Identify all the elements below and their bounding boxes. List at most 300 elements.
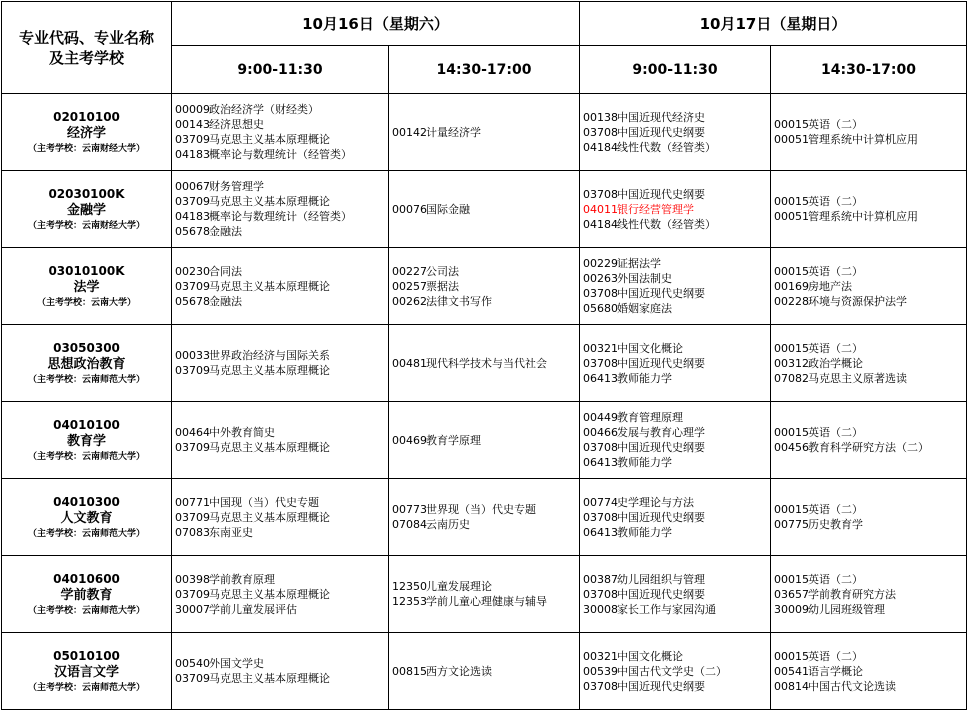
- course-entry: [392, 294, 579, 309]
- major-name: 汉语言文学: [53, 664, 119, 680]
- course-code: 00033: [175, 349, 210, 362]
- course-name: 马克思主义基本原理概论: [209, 364, 330, 377]
- course-name: 中国文化概论: [617, 341, 683, 355]
- date-header-day2: 10月17日（星期日）: [580, 2, 967, 46]
- table-row: [2, 94, 967, 171]
- course-code: 00015: [774, 572, 809, 586]
- course-name: 教师能力学: [617, 371, 672, 385]
- exam-slot-cell: [172, 479, 389, 556]
- course-code: 00449: [583, 411, 618, 424]
- table-row: [2, 479, 967, 556]
- course-name: 中国近现代史纲要: [617, 587, 705, 601]
- exam-slot-cell: [389, 171, 580, 248]
- course-entry: [774, 294, 966, 309]
- course-entry: [175, 264, 388, 279]
- course-entry: [774, 371, 966, 386]
- course-name: 教育管理原理: [617, 411, 683, 424]
- course-entry: [774, 517, 966, 532]
- course-name: 幼儿园班级管理: [808, 602, 885, 616]
- course-name: 学前儿童发展评估: [209, 602, 297, 616]
- course-entry: [774, 587, 966, 602]
- course-name: 史学理论与方法: [617, 495, 694, 509]
- course-entry: [774, 502, 966, 517]
- course-entry: [774, 440, 966, 455]
- course-code: 03708: [583, 510, 618, 524]
- course-name: 世界政治经济与国际关系: [209, 349, 330, 362]
- course-code: 05678: [175, 294, 210, 308]
- course-code: 04183: [175, 148, 210, 161]
- course-name: 公司法: [426, 264, 459, 278]
- course-name: 中国近现代史纲要: [617, 287, 705, 300]
- course-name: 英语（二）: [808, 195, 863, 208]
- major-code: 02010100: [53, 109, 120, 124]
- exam-slot-cell: [771, 248, 967, 325]
- course-code: 00469: [392, 433, 427, 447]
- time-header: 9:00-11:30: [580, 46, 771, 94]
- major-cell: [2, 556, 172, 633]
- course-code: 03708: [583, 679, 618, 693]
- major-school: （主考学校：云南财经大学）: [27, 220, 145, 231]
- exam-slot-cell: [771, 633, 967, 710]
- course-entry: [392, 579, 579, 594]
- course-code: 00775: [774, 518, 809, 531]
- course-entry: [175, 294, 388, 309]
- exam-slot-cell: [771, 556, 967, 633]
- course-name: 马克思主义原著选读: [808, 371, 907, 385]
- course-name: 现代科学技术与当代社会: [426, 356, 547, 370]
- course-code: 00227: [392, 264, 427, 278]
- course-code: 00814: [774, 679, 809, 693]
- course-entry: [583, 495, 770, 510]
- major-name: 经济学: [66, 125, 106, 141]
- course-name: 云南历史: [426, 518, 470, 531]
- exam-slot-cell: [389, 325, 580, 402]
- course-name: 银行经营管理学: [617, 202, 694, 216]
- table-row: [2, 325, 967, 402]
- course-code: 03709: [175, 510, 210, 524]
- course-entry: [175, 587, 388, 602]
- course-name: 儿童发展理论: [426, 580, 492, 593]
- course-name: 历史教育学: [808, 518, 863, 531]
- course-entry: [175, 147, 388, 162]
- exam-slot-cell: [389, 94, 580, 171]
- course-code: 07082: [774, 371, 809, 385]
- course-code: 03708: [583, 125, 618, 139]
- course-name: 学前儿童心理健康与辅导: [426, 595, 547, 608]
- exam-slot-cell: [771, 402, 967, 479]
- major-school: （主考学校：云南师范大学）: [27, 528, 145, 539]
- course-name: 中国古代文论选读: [808, 679, 896, 693]
- major-name: 学前教育: [60, 587, 113, 603]
- course-code: 04183: [175, 210, 210, 223]
- course-entry: [774, 356, 966, 371]
- course-entry: [175, 194, 388, 209]
- course-name: 英语（二）: [808, 118, 863, 131]
- course-name: 教育学原理: [426, 433, 481, 447]
- course-code: 00230: [175, 264, 210, 278]
- course-entry: [774, 279, 966, 294]
- course-entry: [392, 433, 579, 448]
- course-code: 07084: [392, 518, 427, 531]
- course-name: 英语（二）: [808, 572, 863, 586]
- course-entry: [583, 525, 770, 540]
- course-entry: [774, 425, 966, 440]
- course-entry: [175, 224, 388, 239]
- course-name: 东南亚史: [209, 525, 253, 539]
- major-school: （主考学校：云南师范大学）: [27, 451, 145, 462]
- course-name: 马克思主义基本原理概论: [209, 279, 330, 293]
- course-code: 00541: [774, 664, 809, 678]
- course-code: 03708: [583, 356, 618, 370]
- course-name: 马克思主义基本原理概论: [209, 587, 330, 601]
- course-code: 00773: [392, 503, 427, 516]
- major-cell: [2, 171, 172, 248]
- exam-slot-cell: [580, 171, 771, 248]
- course-code: 00076: [392, 202, 427, 216]
- major-school: （主考学校：云南师范大学）: [27, 374, 145, 385]
- course-entry: [392, 279, 579, 294]
- course-code: 05678: [175, 225, 210, 238]
- exam-slot-cell: [172, 171, 389, 248]
- course-name: 票据法: [426, 279, 459, 293]
- course-entry: [175, 510, 388, 525]
- course-name: 线性代数（经管类）: [617, 140, 716, 154]
- course-entry: [774, 664, 966, 679]
- course-name: 金融法: [209, 225, 242, 238]
- course-entry: [175, 279, 388, 294]
- course-code: 03708: [583, 441, 618, 454]
- course-entry: [774, 194, 966, 209]
- course-name: 幼儿园组织与管理: [617, 572, 705, 586]
- exam-slot-cell: [771, 171, 967, 248]
- course-name: 中国文化概论: [617, 649, 683, 663]
- course-code: 00009: [175, 103, 210, 116]
- course-name: 金融法: [209, 294, 242, 308]
- course-name: 线性代数（经管类）: [617, 217, 716, 231]
- course-entry: [583, 110, 770, 125]
- course-entry: [583, 217, 770, 232]
- course-name: 合同法: [209, 264, 242, 278]
- major-school: （主考学校：云南大学）: [36, 297, 136, 308]
- course-name: 英语（二）: [808, 426, 863, 439]
- course-code: 00771: [175, 495, 210, 509]
- exam-slot-cell: [771, 479, 967, 556]
- course-entry: [175, 440, 388, 455]
- course-entry: [583, 202, 770, 217]
- table-row: [2, 248, 967, 325]
- exam-slot-cell: [172, 94, 389, 171]
- course-entry: [392, 125, 579, 140]
- course-code: 06413: [583, 456, 618, 469]
- course-entry: [392, 664, 579, 679]
- course-entry: [175, 525, 388, 540]
- major-cell: [2, 479, 172, 556]
- course-entry: [774, 117, 966, 132]
- course-name: 马克思主义基本原理概论: [209, 133, 330, 146]
- course-entry: [583, 341, 770, 356]
- exam-slot-cell: [172, 556, 389, 633]
- table-row: [2, 171, 967, 248]
- exam-slot-cell: [389, 633, 580, 710]
- course-entry: [774, 132, 966, 147]
- course-code: 00321: [583, 649, 618, 663]
- course-entry: [583, 664, 770, 679]
- course-name: 中国古代文学史（二）: [617, 664, 727, 678]
- exam-slot-cell: [580, 479, 771, 556]
- course-name: 管理系统中计算机应用: [808, 133, 918, 146]
- course-code: 00539: [583, 664, 618, 678]
- major-code: 03010100K: [48, 263, 125, 278]
- course-entry: [583, 679, 770, 694]
- course-name: 法律文书写作: [426, 294, 492, 308]
- course-code: 12353: [392, 595, 427, 608]
- course-name: 概率论与数理统计（经管类）: [209, 148, 352, 161]
- course-name: 中国现（当）代史专题: [209, 495, 319, 509]
- major-cell: [2, 633, 172, 710]
- course-entry: [583, 125, 770, 140]
- course-entry: [392, 356, 579, 371]
- course-name: 教师能力学: [617, 456, 672, 469]
- course-code: 04184: [583, 140, 618, 154]
- course-code: 00067: [175, 180, 210, 193]
- course-code: 00262: [392, 294, 427, 308]
- course-entry: [583, 572, 770, 587]
- major-cell: [2, 248, 172, 325]
- course-code: 00466: [583, 426, 618, 439]
- course-name: 政治学概论: [808, 356, 863, 370]
- course-entry: [583, 256, 770, 271]
- course-code: 00263: [583, 272, 618, 285]
- exam-slot-cell: [771, 325, 967, 402]
- course-entry: [175, 132, 388, 147]
- course-name: 英语（二）: [808, 264, 863, 278]
- course-entry: [175, 348, 388, 363]
- exam-slot-cell: [580, 248, 771, 325]
- course-name: 世界现（当）代史专题: [426, 503, 536, 516]
- course-code: 03709: [175, 587, 210, 601]
- course-name: 中外教育简史: [209, 426, 275, 439]
- course-code: 30007: [175, 602, 210, 616]
- course-entry: [774, 649, 966, 664]
- course-code: 00540: [175, 657, 210, 670]
- course-name: 发展与教育心理学: [617, 426, 705, 439]
- course-code: 03709: [175, 441, 210, 454]
- course-entry: [583, 371, 770, 386]
- major-school: （主考学校：云南师范大学）: [27, 682, 145, 693]
- course-code: 03708: [583, 587, 618, 601]
- course-name: 马克思主义基本原理概论: [209, 672, 330, 685]
- course-code: 00481: [392, 356, 427, 370]
- major-code: 02030100K: [48, 186, 125, 201]
- course-code: 00015: [774, 649, 809, 663]
- schedule-body: [2, 94, 967, 710]
- course-name: 财务管理学: [209, 180, 264, 193]
- course-name: 管理系统中计算机应用: [808, 210, 918, 223]
- course-entry: [392, 594, 579, 609]
- course-entry: [583, 510, 770, 525]
- course-code: 00169: [774, 279, 809, 293]
- course-entry: [774, 602, 966, 617]
- course-code: 00387: [583, 572, 618, 586]
- course-code: 12350: [392, 580, 427, 593]
- course-code: 00398: [175, 572, 210, 586]
- course-name: 中国近现代史纲要: [617, 510, 705, 524]
- course-code: 00456: [774, 441, 809, 454]
- exam-slot-cell: [389, 248, 580, 325]
- course-entry: [392, 264, 579, 279]
- exam-slot-cell: [580, 94, 771, 171]
- date-header-day1: 10月16日（星期六）: [172, 2, 580, 46]
- course-entry: [392, 202, 579, 217]
- major-header-line1: 专业代码、专业名称: [18, 28, 154, 47]
- course-name: 语言学概论: [808, 664, 863, 678]
- course-name: 英语（二）: [808, 649, 863, 663]
- course-code: 00774: [583, 495, 618, 509]
- course-entry: [175, 572, 388, 587]
- major-column-header: [2, 2, 172, 94]
- major-name: 人文教育: [60, 510, 113, 526]
- course-name: 学前教育研究方法: [808, 587, 896, 601]
- major-code: 05010100: [53, 648, 120, 663]
- course-code: 00051: [774, 133, 809, 146]
- exam-slot-cell: [172, 402, 389, 479]
- major-header-line2: 及主考学校: [48, 48, 124, 67]
- course-name: 婚姻家庭法: [617, 302, 672, 315]
- course-entry: [583, 455, 770, 470]
- major-name: 金融学: [66, 202, 106, 218]
- table-row: [2, 402, 967, 479]
- course-entry: [774, 264, 966, 279]
- course-entry: [583, 587, 770, 602]
- exam-slot-cell: [172, 325, 389, 402]
- course-name: 环境与资源保护法学: [808, 294, 907, 308]
- course-name: 政治经济学（财经类）: [209, 103, 319, 116]
- course-code: 30009: [774, 602, 809, 616]
- course-entry: [175, 102, 388, 117]
- course-code: 00138: [583, 110, 618, 124]
- course-code: 00228: [774, 294, 809, 308]
- course-entry: [175, 209, 388, 224]
- course-name: 英语（二）: [808, 503, 863, 516]
- course-code: 00015: [774, 118, 809, 131]
- course-code: 00015: [774, 341, 809, 355]
- course-code: 03709: [175, 133, 210, 146]
- course-code: 05680: [583, 302, 618, 315]
- exam-slot-cell: [580, 556, 771, 633]
- course-entry: [583, 187, 770, 202]
- course-entry: [583, 286, 770, 301]
- course-entry: [583, 425, 770, 440]
- course-code: 00143: [175, 118, 210, 131]
- course-code: 04184: [583, 217, 618, 231]
- course-entry: [175, 656, 388, 671]
- course-entry: [392, 517, 579, 532]
- course-name: 证据法学: [617, 257, 661, 270]
- major-school: （主考学校：云南财经大学）: [27, 143, 145, 154]
- course-code: 00015: [774, 426, 809, 439]
- course-name: 中国近现代史纲要: [617, 679, 705, 693]
- time-header: 14:30-17:00: [389, 46, 580, 94]
- course-entry: [583, 410, 770, 425]
- course-name: 中国近现代史纲要: [617, 125, 705, 139]
- course-name: 中国近现代史纲要: [617, 187, 705, 201]
- course-code: 00051: [774, 210, 809, 223]
- course-name: 计量经济学: [426, 125, 481, 139]
- course-entry: [583, 271, 770, 286]
- course-name: 国际金融: [426, 202, 470, 216]
- course-code: 00015: [774, 264, 809, 278]
- course-code: 03708: [583, 187, 618, 201]
- course-code: 00015: [774, 503, 809, 516]
- major-name: 教育学: [66, 433, 106, 449]
- course-name: 英语（二）: [808, 341, 863, 355]
- course-entry: [583, 649, 770, 664]
- course-code: 06413: [583, 525, 618, 539]
- time-header: 9:00-11:30: [172, 46, 389, 94]
- exam-slot-cell: [580, 325, 771, 402]
- course-name: 中国近现代史纲要: [617, 441, 705, 454]
- exam-slot-cell: [389, 556, 580, 633]
- course-entry: [583, 602, 770, 617]
- exam-schedule-table: [1, 1, 967, 710]
- exam-slot-cell: [580, 402, 771, 479]
- table-row: [2, 556, 967, 633]
- exam-slot-cell: [771, 94, 967, 171]
- course-name: 教师能力学: [617, 525, 672, 539]
- course-name: 教育科学研究方法（二）: [808, 441, 929, 454]
- course-entry: [175, 671, 388, 686]
- course-entry: [774, 572, 966, 587]
- course-entry: [175, 495, 388, 510]
- course-entry: [774, 341, 966, 356]
- course-entry: [392, 502, 579, 517]
- major-cell: [2, 325, 172, 402]
- exam-slot-cell: [389, 402, 580, 479]
- course-name: 马克思主义基本原理概论: [209, 441, 330, 454]
- course-name: 家长工作与家园沟通: [617, 602, 716, 616]
- course-code: 06413: [583, 371, 618, 385]
- course-code: 07083: [175, 525, 210, 539]
- major-school: （主考学校：云南师范大学）: [27, 605, 145, 616]
- course-entry: [583, 140, 770, 155]
- major-cell: [2, 402, 172, 479]
- course-name: 中国近现代经济史: [617, 110, 705, 124]
- course-name: 马克思主义基本原理概论: [209, 510, 330, 524]
- course-code: 03709: [175, 672, 210, 685]
- course-name: 概率论与数理统计（经管类）: [209, 210, 352, 223]
- course-name: 经济思想史: [209, 118, 264, 131]
- major-code: 04010600: [53, 571, 120, 586]
- course-code: 03657: [774, 587, 809, 601]
- course-code: 00142: [392, 125, 427, 139]
- course-entry: [175, 117, 388, 132]
- time-header: 14:30-17:00: [771, 46, 967, 94]
- course-entry: [583, 301, 770, 316]
- course-entry: [774, 209, 966, 224]
- course-name: 外国文学史: [209, 657, 264, 670]
- course-entry: [175, 179, 388, 194]
- course-entry: [583, 356, 770, 371]
- course-name: 外国法制史: [617, 272, 672, 285]
- course-code: 03708: [583, 287, 618, 300]
- course-code: 00257: [392, 279, 427, 293]
- course-entry: [175, 363, 388, 378]
- course-code: 00312: [774, 356, 809, 370]
- course-code: 03709: [175, 195, 210, 208]
- major-code: 04010100: [53, 417, 120, 432]
- exam-slot-cell: [580, 633, 771, 710]
- exam-slot-cell: [172, 248, 389, 325]
